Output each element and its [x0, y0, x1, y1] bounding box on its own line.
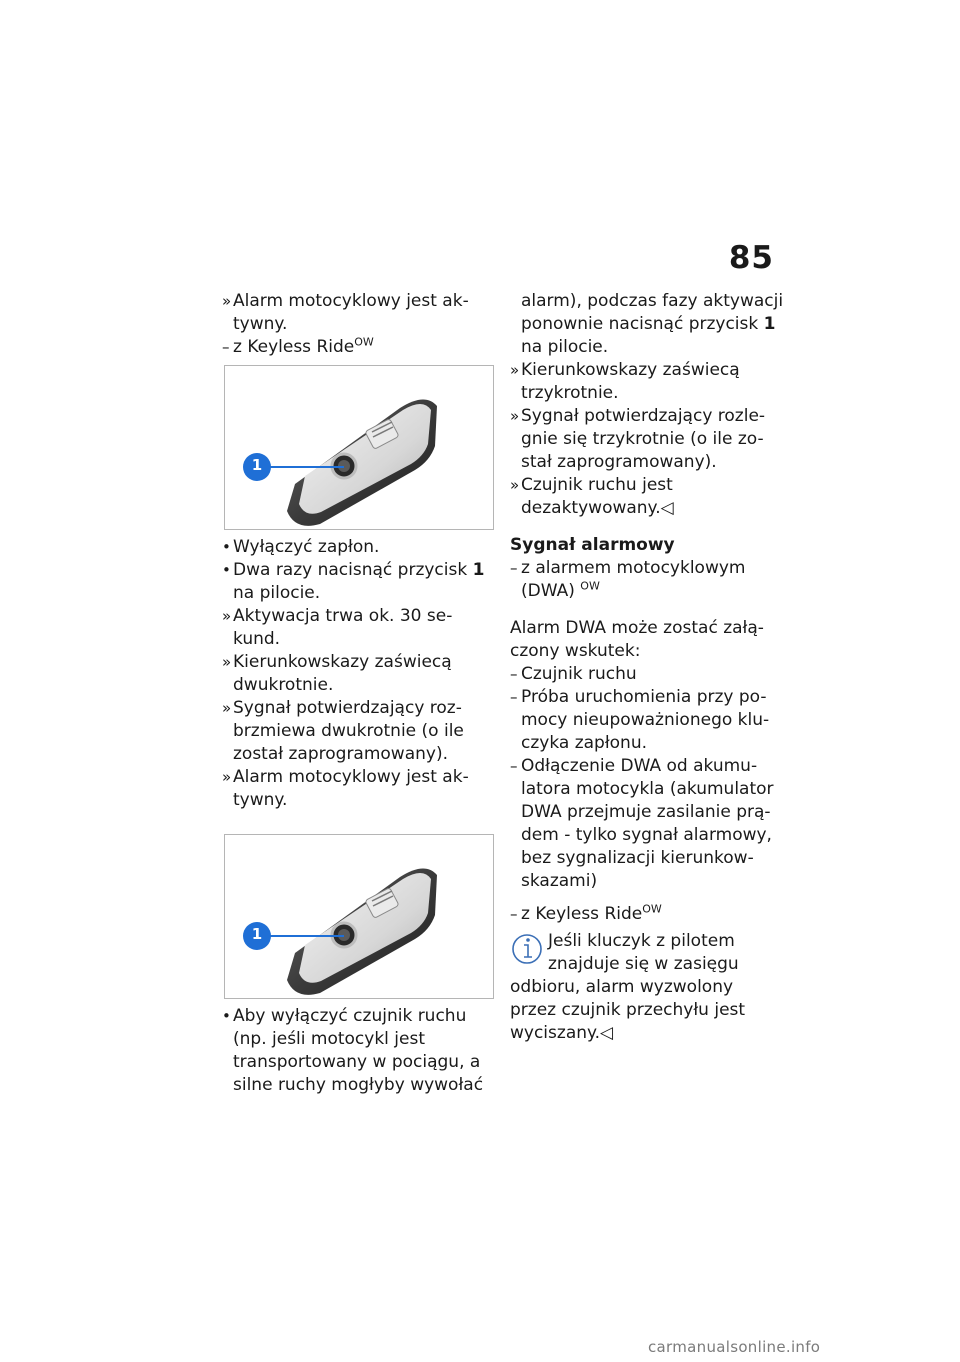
step-item-cont: alarm), podczas fazy aktywacji [521, 291, 784, 311]
result-item-cont: dezaktywowany.◁ [521, 498, 674, 518]
cause-item-cont: DWA przejmuje zasilanie prą- [521, 802, 771, 822]
cause-item-cont: mocy nieupoważnionego klu- [521, 710, 770, 730]
end-mark-icon: ◁ [660, 498, 674, 518]
result-item: » Alarm motocyklowy jest ak- [222, 291, 469, 311]
result-item-cont: został zaprogramowany). [233, 744, 448, 764]
step-item-cont: (np. jeśli motocykl jest [233, 1029, 426, 1049]
result-item: » Alarm motocyklowy jest ak- [222, 767, 469, 787]
note-text: znajduje się w zasięgu [548, 954, 739, 974]
cause-item: – Odłączenie DWA od akumu- [510, 756, 758, 776]
step-item-cont: silne ruchy mogłyby wywołać [233, 1075, 484, 1095]
result-item: » Aktywacja trwa ok. 30 se- [222, 606, 453, 626]
left-column [222, 290, 494, 1097]
intro-text: czony wskutek: [510, 641, 641, 661]
cause-item-cont: czyka zapłonu. [521, 733, 648, 753]
key-fob-illustration [225, 835, 493, 998]
result-item: » Kierunkowskazy zaświecą [222, 652, 452, 672]
result-item-cont: stał zaprogramowany). [521, 452, 717, 472]
result-item-cont: gnie się trzykrotnie (o ile zo- [521, 429, 764, 449]
note-text: Jeśli kluczyk z pilotem [548, 931, 735, 951]
result-item-cont: trzykrotnie. [521, 383, 619, 403]
end-mark-icon: ◁ [600, 1023, 614, 1043]
cause-item: – Czujnik ruchu [510, 664, 637, 684]
watermark: carmanualsonline.info [648, 1338, 821, 1356]
step-item-cont: transportowany w pociągu, a [233, 1052, 481, 1072]
step-item: • Dwa razy nacisnąć przycisk 1 [222, 560, 485, 580]
note-text: wyciszany.◁ [510, 1023, 614, 1043]
page-number: 85 [728, 240, 774, 276]
cause-item-cont: bez sygnalizacji kierunkow- [521, 848, 754, 868]
condition-item: – z Keyless Ride$^{OW}$ [510, 902, 662, 924]
right-column [510, 290, 790, 1045]
section-heading: Sygnał alarmowy [510, 535, 675, 555]
cause-item-cont: latora motocykla (akumulator [521, 779, 774, 799]
info-note [510, 930, 790, 1045]
condition-item-cont: (DWA) $^{OW}$ [521, 579, 600, 601]
result-item: » Sygnał potwierdzający rozle- [510, 406, 766, 426]
result-item-cont: kund. [233, 629, 281, 649]
callout-1: 1 [251, 925, 263, 943]
result-item: » Sygnał potwierdzający roz- [222, 698, 462, 718]
step-item: • Wyłączyć zapłon. [222, 537, 380, 557]
result-item-cont: tywny. [233, 790, 288, 810]
result-item: » Czujnik ruchu jest [510, 475, 673, 495]
key-fob-figure-1 [224, 365, 494, 530]
callout-1: 1 [251, 456, 263, 474]
step-item-cont: ponownie nacisnąć przycisk 1 [521, 314, 776, 334]
cause-item: – Próba uruchomienia przy po- [510, 687, 767, 707]
result-item-cont: dwukrotnie. [233, 675, 334, 695]
condition-item: – z alarmem motocyklowym [510, 558, 746, 578]
key-fob-figure-2 [224, 834, 494, 999]
key-fob-illustration [225, 366, 493, 529]
result-item-cont: tywny. [233, 314, 288, 334]
note-text: przez czujnik przechyłu jest [510, 1000, 746, 1020]
result-item: » Kierunkowskazy zaświecą [510, 360, 740, 380]
intro-text: Alarm DWA może zostać załą- [510, 618, 764, 638]
step-item-cont: na pilocie. [521, 337, 609, 357]
result-item-cont: brzmiewa dwukrotnie (o ile [233, 721, 464, 741]
cause-item-cont: dem - tylko sygnał alarmowy, [521, 825, 772, 845]
step-item-cont: na pilocie. [233, 583, 321, 603]
note-text: odbioru, alarm wyzwolony [510, 977, 734, 997]
condition-item: – z Keyless Ride$^{OW}$ [222, 335, 374, 357]
cause-item-cont: skazami) [521, 871, 598, 891]
step-item: • Aby wyłączyć czujnik ruchu [222, 1006, 467, 1026]
